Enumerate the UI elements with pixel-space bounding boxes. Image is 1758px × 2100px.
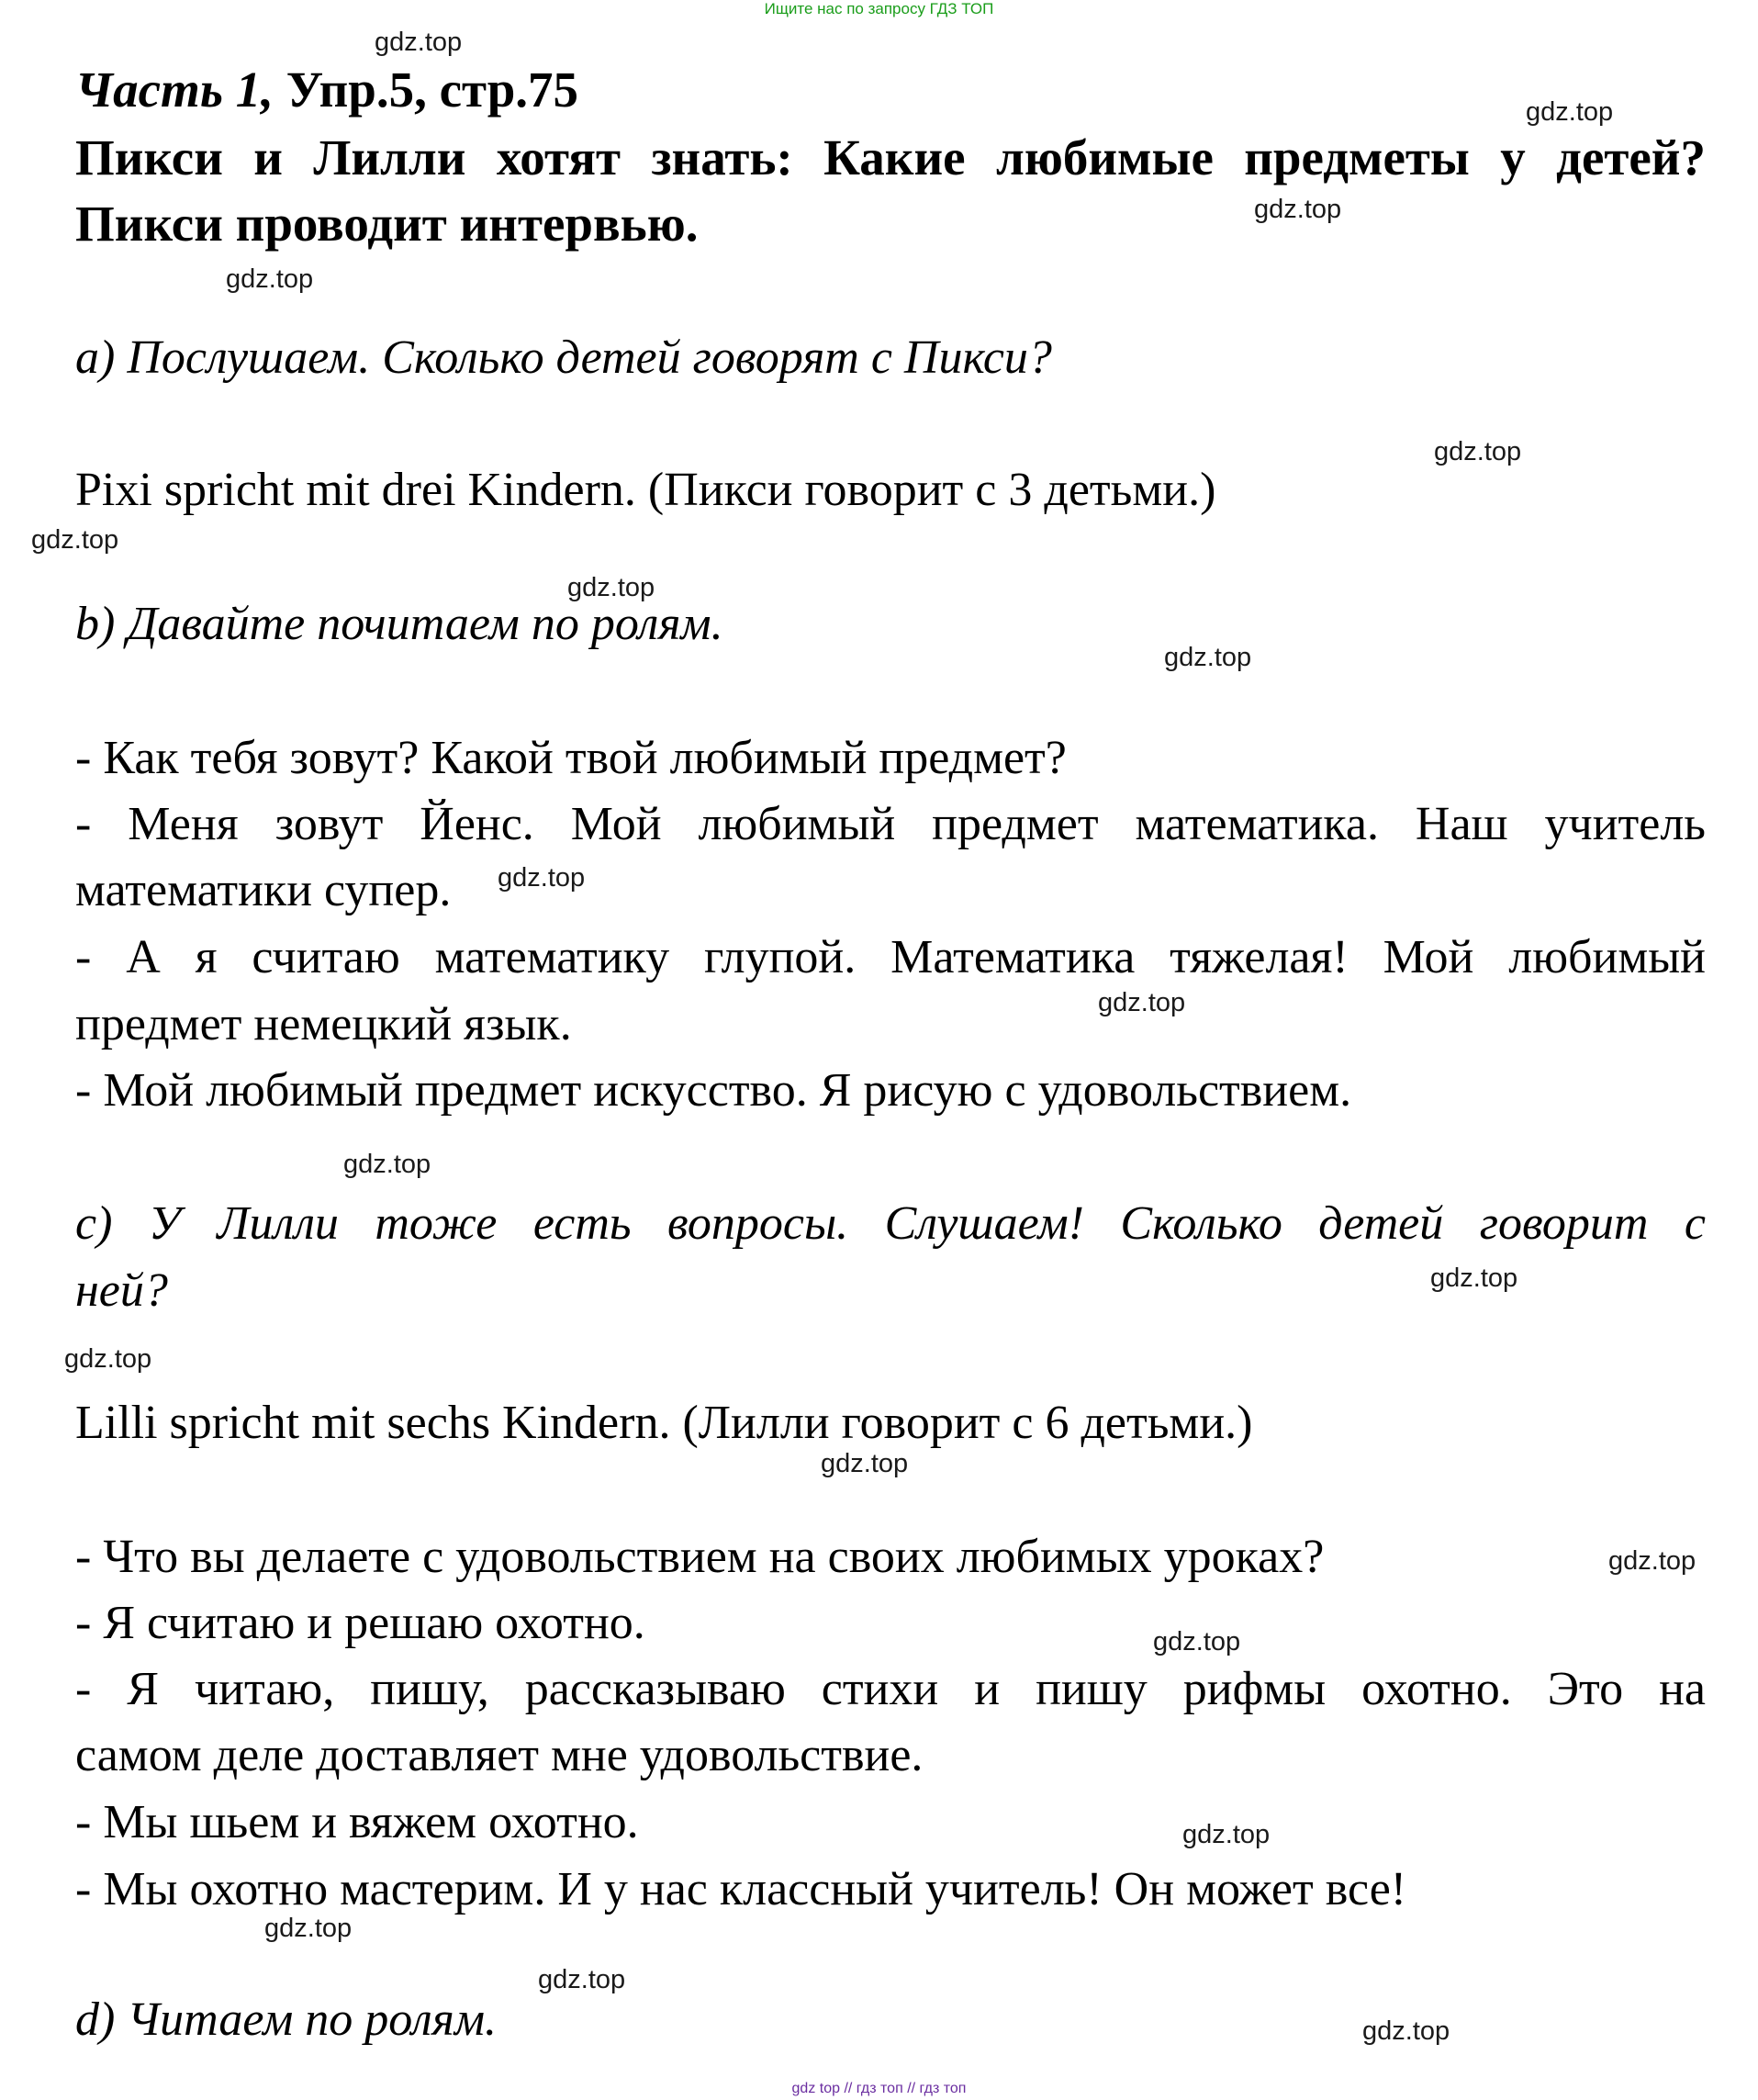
watermark: gdz.top [567, 573, 655, 602]
watermark: gdz.top [1098, 988, 1186, 1017]
watermark: gdz.top [1182, 1820, 1271, 1849]
watermark: gdz.top [1526, 97, 1614, 127]
watermark: gdz.top [31, 525, 119, 555]
top-banner[interactable]: Ищите нас по запросу ГДЗ ТОП [764, 0, 994, 17]
watermark: gdz.top [1362, 2016, 1450, 2046]
task-a: a) Послушаем. Сколько детей говорят с Пикси? [75, 331, 1052, 384]
watermark: gdz.top [1430, 1263, 1518, 1293]
dialogue-b-line-1: - Как тебя зовут? Какой твой любимый предмет? [75, 732, 1067, 784]
dialogue-c-line-3b: самом деле доставляет мне удовольствие. [75, 1729, 924, 1781]
title-part-label: Часть 1, [75, 62, 274, 118]
watermark: gdz.top [375, 28, 463, 57]
answer-c: Lilli spricht mit sechs Kindern. (Лилли говорит с 6 детьми.) [75, 1397, 1253, 1449]
answer-a: Pixi spricht mit drei Kindern. (Пикси говорит с 3 детьми.) [75, 464, 1216, 516]
dialogue-b-line-3a: - А я считаю математику глупой. Математика тяжелая! Мой любимый [75, 931, 1706, 983]
dialogue-b-line-3b: предмет немецкий язык. [75, 998, 572, 1050]
watermark: gdz.top [1164, 643, 1252, 672]
dialogue-c-line-3a: - Я читаю, пишу, рассказываю стихи и пишу рифмы охотно. Это на [75, 1663, 1706, 1715]
watermark: gdz.top [821, 1449, 909, 1478]
dialogue-c-line-4: - Мы шьем и вяжем охотно. [75, 1796, 639, 1848]
footer-links[interactable]: gdz top // гдз топ // гдз топ [791, 2081, 967, 2096]
title-exercise-label: Упр.5, стр.75 [273, 62, 579, 118]
dialogue-b-line-2a: - Меня зовут Йенс. Мой любимый предмет математика. Наш учитель [75, 798, 1706, 850]
page-title [75, 61, 578, 118]
dialogue-c-line-2: - Я считаю и решаю охотно. [75, 1597, 645, 1649]
watermark: gdz.top [226, 264, 314, 294]
dialogue-c-line-1: - Что вы делаете с удовольствием на своих любимых уроках? [75, 1531, 1325, 1583]
task-b: b) Давайте почитаем по ролям. [75, 598, 723, 650]
task-c-line-2: ней? [75, 1264, 168, 1317]
watermark: gdz.top [498, 863, 586, 893]
watermark: gdz.top [1153, 1627, 1241, 1656]
task-d: d) Читаем по ролям. [75, 1993, 498, 2046]
watermark: gdz.top [64, 1344, 152, 1374]
watermark: gdz.top [1434, 437, 1522, 466]
watermark: gdz.top [1608, 1546, 1696, 1576]
heading-line-2: Пикси проводит интервью. [75, 196, 699, 252]
heading-line-1: Пикси и Лилли хотят знать: Какие любимые предметы у детей? [75, 129, 1706, 185]
dialogue-b-line-4: - Мой любимый предмет искусство. Я рисую с удовольствием. [75, 1064, 1352, 1117]
dialogue-b-line-2b: математики супер. [75, 864, 452, 916]
watermark: gdz.top [538, 1965, 626, 1994]
watermark: gdz.top [343, 1150, 431, 1179]
watermark: gdz.top [1254, 195, 1342, 224]
watermark: gdz.top [264, 1914, 353, 1943]
task-c-line-1: c) У Лилли тоже есть вопросы. Слушаем! Сколько детей говорит с [75, 1197, 1706, 1250]
dialogue-c-line-5: - Мы охотно мастерим. И у нас классный учитель! Он может все! [75, 1863, 1407, 1915]
